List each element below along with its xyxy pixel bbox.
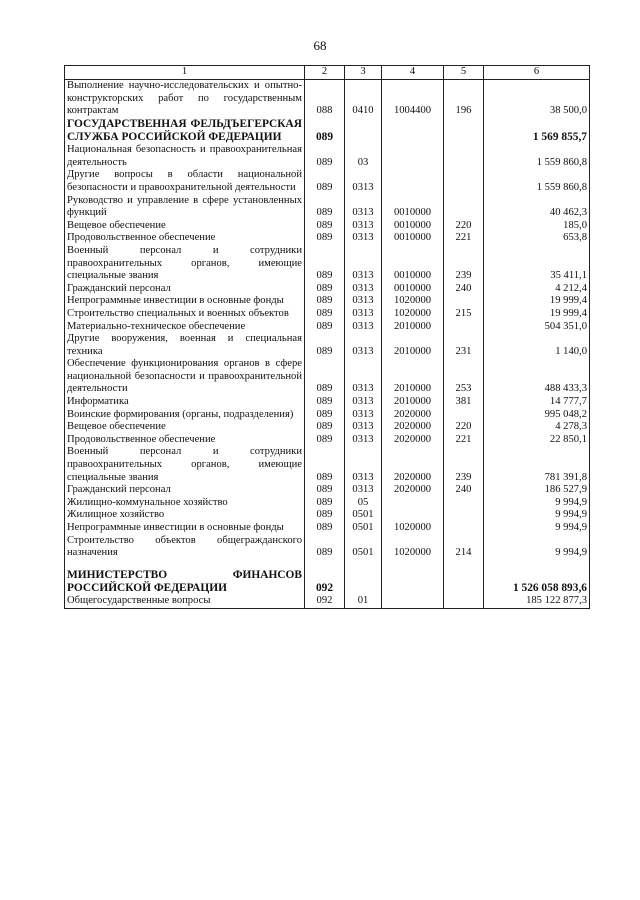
row-name: Воинские формирования (органы, подразделения) — [65, 409, 305, 422]
section-code: 0313 — [345, 333, 382, 358]
target-article-code: 2020000 — [382, 446, 444, 484]
expense-type-code — [444, 509, 484, 522]
amount: 19 999,4 — [484, 295, 590, 308]
target-article-code: 2010000 — [382, 333, 444, 358]
target-article-code: 0010000 — [382, 245, 444, 283]
table-row — [65, 595, 590, 608]
admin-code: 089 — [305, 446, 345, 484]
section-code: 0313 — [345, 396, 382, 409]
table-row — [65, 484, 590, 497]
amount: 1 526 058 893,6 — [484, 569, 590, 595]
amount: 653,8 — [484, 232, 590, 245]
row-name: Руководство и управление в сфере установленных функций — [65, 195, 305, 220]
expense-type-code: 253 — [444, 358, 484, 396]
table-row — [65, 118, 590, 144]
spacer-cell — [382, 560, 444, 569]
admin-code: 089 — [305, 245, 345, 283]
table-body — [65, 80, 590, 609]
table-row — [65, 283, 590, 296]
admin-code: 089 — [305, 421, 345, 434]
section-code — [345, 118, 382, 144]
amount: 9 994,9 — [484, 522, 590, 535]
admin-code: 089 — [305, 333, 345, 358]
target-article-code: 2020000 — [382, 421, 444, 434]
row-name: Обеспечение функционирования органов в сфере национальной безопасности и правоохранительной деятельности — [65, 358, 305, 396]
amount: 186 527,9 — [484, 484, 590, 497]
admin-code: 089 — [305, 509, 345, 522]
amount: 38 500,0 — [484, 80, 590, 118]
spacer-cell — [345, 560, 382, 569]
amount: 1 140,0 — [484, 333, 590, 358]
row-name: Непрограммные инвестиции в основные фонды — [65, 522, 305, 535]
row-name: Непрограммные инвестиции в основные фонды — [65, 295, 305, 308]
target-article-code: 1020000 — [382, 308, 444, 321]
header-row — [65, 66, 590, 80]
amount: 185,0 — [484, 220, 590, 233]
admin-code: 089 — [305, 232, 345, 245]
target-article-code: 2020000 — [382, 409, 444, 422]
expense-type-code — [444, 195, 484, 220]
row-name: Другие вопросы в области национальной безопасности и правоохранительной деятельности — [65, 169, 305, 194]
admin-code: 089 — [305, 358, 345, 396]
target-article-code: 2020000 — [382, 484, 444, 497]
row-name: Жилищно-коммунальное хозяйство — [65, 497, 305, 510]
amount: 14 777,7 — [484, 396, 590, 409]
target-article-code: 0010000 — [382, 220, 444, 233]
row-name: Общегосударственные вопросы — [65, 595, 305, 608]
expense-type-code: 381 — [444, 396, 484, 409]
column-header: 1 — [65, 66, 305, 80]
target-article-code: 1004400 — [382, 80, 444, 118]
table-row — [65, 308, 590, 321]
table-row — [65, 421, 590, 434]
target-article-code: 0010000 — [382, 195, 444, 220]
admin-code: 089 — [305, 497, 345, 510]
expense-type-code: 214 — [444, 535, 484, 560]
section-code: 0313 — [345, 484, 382, 497]
table-row — [65, 509, 590, 522]
expense-type-code — [444, 118, 484, 144]
page-number: 68 — [313, 38, 327, 53]
row-name: Информатика — [65, 396, 305, 409]
expense-type-code: 220 — [444, 421, 484, 434]
admin-code: 092 — [305, 595, 345, 608]
section-code: 0313 — [345, 169, 382, 194]
row-name: Военный персонал и сотрудники правоохранительных органов, имеющие специальные звания — [65, 446, 305, 484]
target-article-code — [382, 497, 444, 510]
amount: 781 391,8 — [484, 446, 590, 484]
amount: 9 994,9 — [484, 535, 590, 560]
spacer-row — [65, 560, 590, 569]
expense-type-code: 240 — [444, 484, 484, 497]
expense-type-code: 221 — [444, 434, 484, 447]
target-article-code: 2010000 — [382, 396, 444, 409]
spacer-cell — [305, 560, 345, 569]
admin-code: 089 — [305, 535, 345, 560]
section-code: 03 — [345, 144, 382, 169]
table-row — [65, 396, 590, 409]
amount: 22 850,1 — [484, 434, 590, 447]
table-row — [65, 446, 590, 484]
column-header: 2 — [305, 66, 345, 80]
expense-type-code — [444, 595, 484, 608]
spacer-cell — [65, 560, 305, 569]
expense-type-code — [444, 295, 484, 308]
amount: 995 048,2 — [484, 409, 590, 422]
section-code: 0501 — [345, 522, 382, 535]
amount: 19 999,4 — [484, 308, 590, 321]
column-header: 4 — [382, 66, 444, 80]
amount: 1 569 855,7 — [484, 118, 590, 144]
row-name: Военный персонал и сотрудники правоохранительных органов, имеющие специальные звания — [65, 245, 305, 283]
spacer-cell — [444, 560, 484, 569]
row-name: Строительство специальных и военных объектов — [65, 308, 305, 321]
table-row — [65, 295, 590, 308]
column-header: 5 — [444, 66, 484, 80]
admin-code: 089 — [305, 484, 345, 497]
table-row — [65, 245, 590, 283]
section-code: 0410 — [345, 80, 382, 118]
row-name: Вещевое обеспечение — [65, 421, 305, 434]
amount: 35 411,1 — [484, 245, 590, 283]
section-code: 0313 — [345, 446, 382, 484]
budget-table — [64, 65, 590, 609]
expense-type-code — [444, 144, 484, 169]
target-article-code — [382, 595, 444, 608]
admin-code: 089 — [305, 321, 345, 334]
section-code: 0501 — [345, 509, 382, 522]
expense-type-code — [444, 169, 484, 194]
column-header: 3 — [345, 66, 382, 80]
admin-code: 089 — [305, 169, 345, 194]
section-code: 0313 — [345, 295, 382, 308]
section-code — [345, 569, 382, 595]
table-row — [65, 333, 590, 358]
section-code: 0313 — [345, 308, 382, 321]
row-name: Другие вооружения, военная и специальная техника — [65, 333, 305, 358]
admin-code: 089 — [305, 396, 345, 409]
expense-type-code — [444, 497, 484, 510]
table-row — [65, 434, 590, 447]
row-name: Национальная безопасность и правоохранительная деятельность — [65, 144, 305, 169]
admin-code: 089 — [305, 522, 345, 535]
expense-type-code — [444, 321, 484, 334]
expense-type-code: 239 — [444, 446, 484, 484]
section-code: 01 — [345, 595, 382, 608]
section-code: 0313 — [345, 434, 382, 447]
section-code: 0501 — [345, 535, 382, 560]
admin-code: 089 — [305, 195, 345, 220]
table-row — [65, 80, 590, 118]
target-article-code — [382, 118, 444, 144]
expense-type-code — [444, 569, 484, 595]
amount: 1 559 860,8 — [484, 144, 590, 169]
table-row — [65, 144, 590, 169]
table-row — [65, 220, 590, 233]
target-article-code: 2020000 — [382, 434, 444, 447]
row-name: Гражданский персонал — [65, 283, 305, 296]
expense-type-code — [444, 522, 484, 535]
target-article-code — [382, 569, 444, 595]
target-article-code — [382, 169, 444, 194]
row-name: ГОСУДАРСТВЕННАЯ ФЕЛЬДЪЕГЕРСКАЯ СЛУЖБА РОССИЙСКОЙ ФЕДЕРАЦИИ — [65, 118, 305, 144]
amount: 4 212,4 — [484, 283, 590, 296]
row-name: Гражданский персонал — [65, 484, 305, 497]
target-article-code — [382, 509, 444, 522]
table-row — [65, 169, 590, 194]
section-code: 0313 — [345, 409, 382, 422]
admin-code: 089 — [305, 144, 345, 169]
section-code: 0313 — [345, 220, 382, 233]
expense-type-code: 196 — [444, 80, 484, 118]
target-article-code — [382, 144, 444, 169]
admin-code: 089 — [305, 118, 345, 144]
expense-type-code: 231 — [444, 333, 484, 358]
section-code: 0313 — [345, 421, 382, 434]
row-name: МИНИСТЕРСТВО ФИНАНСОВ РОССИЙСКОЙ ФЕДЕРАЦИИ — [65, 569, 305, 595]
amount: 9 994,9 — [484, 497, 590, 510]
row-name: Выполнение научно-исследовательских и опытно-конструкторских работ по государственным контрактам — [65, 80, 305, 118]
table-row — [65, 195, 590, 220]
target-article-code: 1020000 — [382, 535, 444, 560]
target-article-code: 0010000 — [382, 283, 444, 296]
target-article-code: 0010000 — [382, 232, 444, 245]
amount: 504 351,0 — [484, 321, 590, 334]
section-code: 0313 — [345, 358, 382, 396]
section-code: 05 — [345, 497, 382, 510]
row-name: Материально-техническое обеспечение — [65, 321, 305, 334]
table-row — [65, 497, 590, 510]
row-name: Продовольственное обеспечение — [65, 232, 305, 245]
amount: 185 122 877,3 — [484, 595, 590, 608]
section-code: 0313 — [345, 195, 382, 220]
table-row — [65, 535, 590, 560]
table-row — [65, 569, 590, 595]
target-article-code: 1020000 — [382, 295, 444, 308]
amount: 1 559 860,8 — [484, 169, 590, 194]
expense-type-code — [444, 409, 484, 422]
table-row — [65, 232, 590, 245]
section-code: 0313 — [345, 283, 382, 296]
amount: 9 994,9 — [484, 509, 590, 522]
amount: 4 278,3 — [484, 421, 590, 434]
column-header: 6 — [484, 66, 590, 80]
amount: 40 462,3 — [484, 195, 590, 220]
admin-code: 089 — [305, 409, 345, 422]
row-name: Вещевое обеспечение — [65, 220, 305, 233]
target-article-code: 1020000 — [382, 522, 444, 535]
section-code: 0313 — [345, 321, 382, 334]
row-name: Жилищное хозяйство — [65, 509, 305, 522]
target-article-code: 2010000 — [382, 358, 444, 396]
table-row — [65, 358, 590, 396]
amount: 488 433,3 — [484, 358, 590, 396]
expense-type-code: 221 — [444, 232, 484, 245]
section-code: 0313 — [345, 245, 382, 283]
expense-type-code: 239 — [444, 245, 484, 283]
expense-type-code: 220 — [444, 220, 484, 233]
admin-code: 088 — [305, 80, 345, 118]
row-name: Строительство объектов общегражданского назначения — [65, 535, 305, 560]
row-name: Продовольственное обеспечение — [65, 434, 305, 447]
admin-code: 089 — [305, 434, 345, 447]
admin-code: 092 — [305, 569, 345, 595]
expense-type-code: 215 — [444, 308, 484, 321]
table-header — [65, 66, 590, 80]
admin-code: 089 — [305, 295, 345, 308]
target-article-code: 2010000 — [382, 321, 444, 334]
admin-code: 089 — [305, 283, 345, 296]
table-row — [65, 409, 590, 422]
table-row — [65, 522, 590, 535]
table-row — [65, 321, 590, 334]
admin-code: 089 — [305, 220, 345, 233]
admin-code: 089 — [305, 308, 345, 321]
expense-type-code: 240 — [444, 283, 484, 296]
section-code: 0313 — [345, 232, 382, 245]
spacer-cell — [484, 560, 590, 569]
